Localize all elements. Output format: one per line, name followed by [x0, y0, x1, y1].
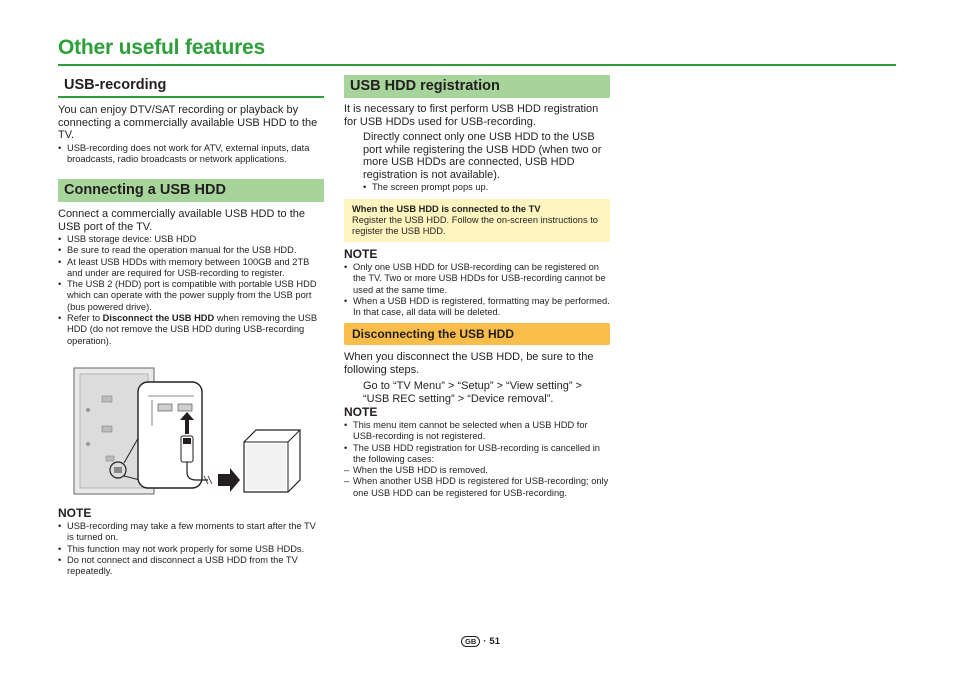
left-note-bullets	[58, 521, 324, 577]
list-item: • Be sure to read the operation manual for the USB HDD.	[58, 245, 324, 256]
list-item: • This function may not work properly for some USB HDDs.	[58, 544, 324, 555]
list-item: • USB-recording does not work for ATV, external inputs, data broadcasts, radio broadcasts or network applications.	[58, 143, 324, 166]
refer-link-text: Disconnect the USB HDD	[102, 313, 215, 324]
info-box-text: Register the USB HDD. Follow the on-screen instructions to register the USB HDD.	[352, 215, 598, 237]
usb-recording-intro: You can enjoy DTV/SAT recording or playback by connecting a commercially available USB HDD to the TV.	[58, 104, 318, 141]
registration-heading: USB HDD registration	[344, 75, 610, 98]
arrow-icon	[218, 468, 240, 492]
page-number: 51	[489, 636, 500, 647]
list-item: • At least USB HDDs with memory between 100GB and 2TB and under are required for USB-recording to register.	[58, 257, 324, 280]
list-item: • Do not connect and disconnect a USB HDD from the TV repeatedly.	[58, 555, 324, 578]
list-item: • The screen prompt pops up.	[363, 182, 610, 193]
region-badge: GB	[461, 636, 480, 647]
usb-recording-heading: USB-recording	[64, 77, 167, 93]
right-note1-bullets	[344, 262, 610, 318]
disconnecting-intro: When you disconnect the USB HDD, be sure to the following steps.	[344, 351, 594, 376]
connecting-section	[58, 179, 324, 347]
note-heading: NOTE	[344, 405, 378, 419]
list-item: • This menu item cannot be selected when a USB HDD for USB-recording is not registered.	[344, 420, 610, 443]
left-note-section	[58, 506, 324, 577]
right-note1-section	[344, 247, 610, 318]
right-note2-bullets	[344, 420, 610, 465]
list-item: • The USB 2 (HDD) port is compatible with portable USB HDD which can operate with the power supply from the USB port (bus powered drive).	[58, 279, 324, 313]
registration-section	[344, 75, 610, 242]
heading-rule	[58, 96, 324, 98]
connecting-intro: Connect a commercially available USB HDD to the USB port of the TV.	[58, 208, 305, 233]
connecting-heading: Connecting a USB HDD	[58, 179, 324, 202]
disconnecting-heading: Disconnecting the USB HDD	[344, 323, 610, 345]
right-note2-section	[344, 405, 610, 499]
list-item: • Only one USB HDD for USB-recording can be registered on the TV. Two or more USB HDDs for USB-recording cannot be used at the same time.	[344, 262, 610, 296]
list-item: – When another USB HDD is registered for USB-recording; only one USB HDD can be registered for USB-recording.	[344, 476, 610, 499]
usb-hdd-icon	[244, 430, 300, 492]
registration-intro: It is necessary to first perform USB HDD registration for USB HDDs used for USB-recording.	[344, 103, 599, 128]
registration-step: Directly connect only one USB HDD to the USB port while registering the USB HDD (when two or more USB HDDs are connected, USB HDD registration is not available).	[363, 131, 602, 181]
port-zoom-callout	[138, 382, 202, 488]
disconnecting-section	[344, 323, 610, 405]
list-item: • When a USB HDD is registered, formatting may be performed. In that case, all data will be deleted.	[344, 296, 610, 319]
list-item: • USB-recording may take a few moments to start after the TV is turned on.	[58, 521, 324, 544]
connecting-bullets	[58, 234, 324, 347]
page-footer	[461, 636, 500, 647]
connected-info-box	[344, 199, 610, 242]
list-item: – When the USB HDD is removed.	[344, 465, 610, 476]
usb-recording-section	[58, 77, 324, 165]
page-title: Other useful features	[58, 36, 266, 59]
note-heading: NOTE	[58, 506, 92, 520]
list-item	[58, 313, 324, 347]
list-item: • The USB HDD registration for USB-recording is cancelled in the following cases:	[344, 443, 610, 466]
note-heading: NOTE	[344, 247, 378, 261]
refer-suffix: when removing the USB HDD (do not remove the USB HDD during USB-recording operation).	[67, 313, 318, 346]
footer-separator: ·	[483, 636, 487, 647]
registration-step-bullets	[344, 182, 610, 193]
info-box-title: When the USB HDD is connected to the TV	[352, 204, 541, 215]
usb-connection-diagram	[72, 366, 312, 496]
disconnecting-step: Go to “TV Menu” > “Setup” > “View setting” > “USB REC setting” > “Device removal”.	[363, 380, 582, 405]
usb-recording-bullets	[58, 143, 324, 166]
right-note2-dashes	[344, 465, 610, 499]
refer-prefix: Refer to	[67, 313, 103, 324]
title-rule	[58, 64, 896, 66]
list-item: • USB storage device: USB HDD	[58, 234, 324, 245]
